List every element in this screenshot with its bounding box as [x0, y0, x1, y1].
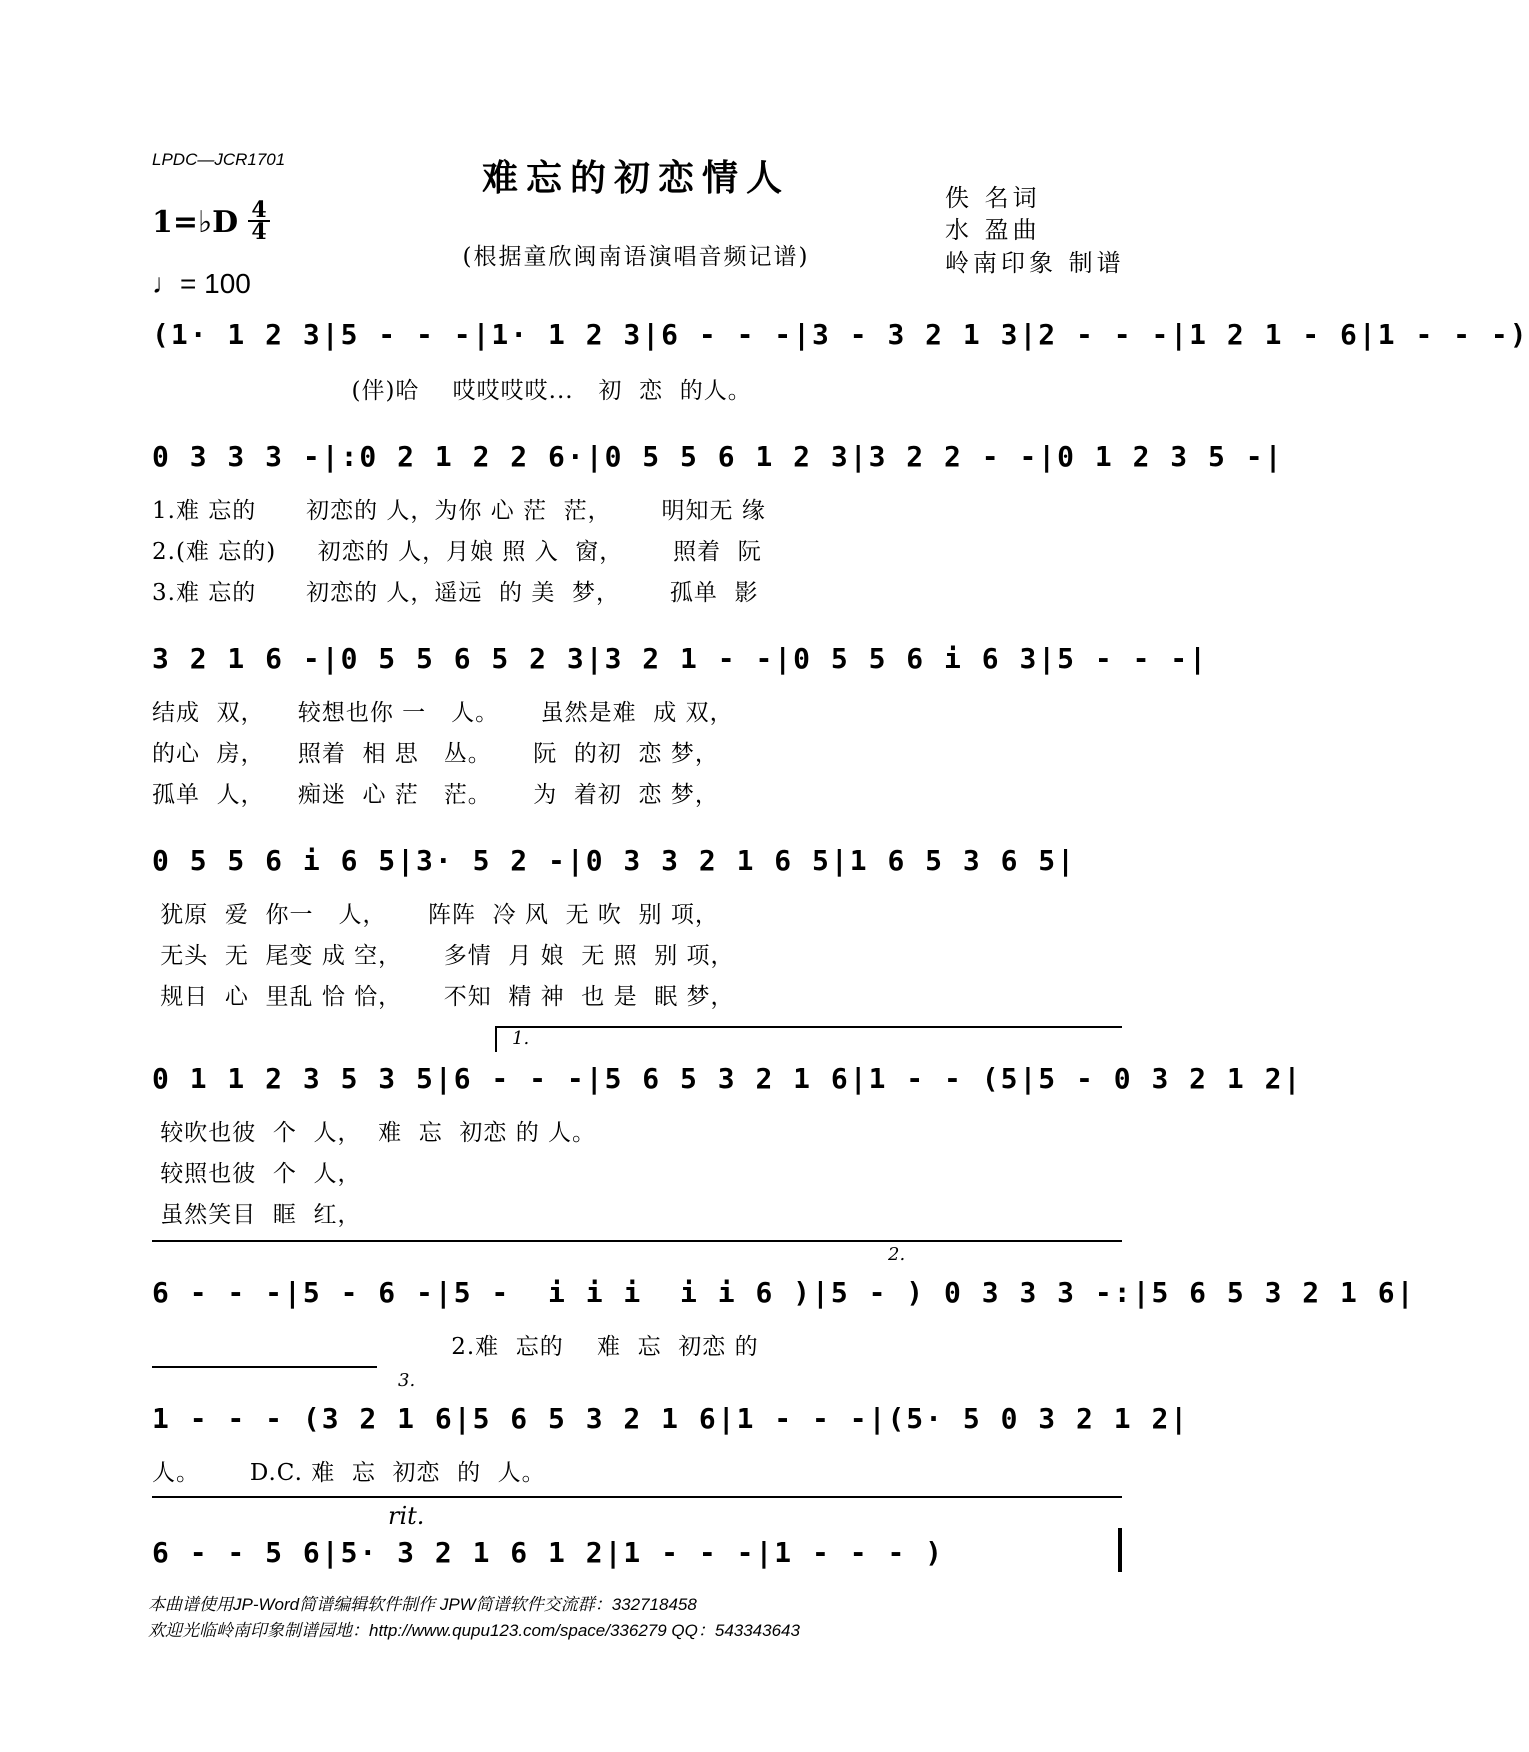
system-3-lyric-2: 的心 房， 照着 相 思 丛。 阮 的初 恋 梦，	[152, 741, 719, 767]
system-8-notes: 6 - - 5 6|5· 3 2 1 6 1 2|1 - - -|1 - - - )	[152, 1536, 945, 1569]
composer-credit: 水 盈曲	[945, 216, 1041, 244]
system-4-notes: 0 5 5 6 i 6 5|3· 5 2 -|0 3 3 2 1 6 5|1 6 5 3 6 5|	[152, 844, 1077, 877]
volta-1-hook	[495, 1026, 497, 1052]
time-signature-top: 4	[251, 197, 267, 223]
system-4-lyric-1: 犹原 爱 你一 人， 阵阵 冷 风 无 吹 别 项，	[152, 902, 719, 928]
system-5-lyric-1: 较吹也彼 个 人， 难 忘 初恋 的 人。	[152, 1120, 597, 1146]
system-6-lyric-1: 2.难 忘的 难 忘 初恋 的	[152, 1334, 759, 1360]
lyricist-credit: 佚 名词	[945, 184, 1041, 212]
footer-line-2: 欢迎光临岭南印象制谱园地：http://www.qupu123.com/space/336279 QQ：543343643	[148, 1621, 800, 1640]
system-4-lyric-3: 规日 心 里乱 恰 恰， 不知 精 神 也 是 眠 梦，	[152, 984, 735, 1010]
system-2-lyric-3: 3.难 忘的 初恋的 人，遥远 的 美 梦， 孤单 影	[152, 580, 759, 606]
ritardando-marking: rit.	[388, 1502, 425, 1530]
system-7-top-rule	[152, 1366, 377, 1368]
time-signature	[246, 197, 272, 245]
volta-3-label: 3.	[398, 1370, 416, 1391]
key-signature: 1=♭D	[152, 205, 239, 240]
song-title: 难忘的初恋情人	[481, 157, 790, 199]
system-8-top-rule	[152, 1496, 1122, 1498]
system-2-notes: 0 3 3 3 -|:0 2 1 2 2 6·|0 5 5 6 1 2 3|3 2 2 - -|0 1 2 3 5 -|	[152, 440, 1284, 473]
system-4-lyric-2: 无头 无 尾变 成 空， 多情 月 娘 无 照 别 项，	[152, 943, 735, 969]
system-3-lyric-1: 结成 双， 较想也你 一 人。 虽然是难 成 双，	[152, 700, 734, 726]
volta-1-label: 1.	[512, 1028, 530, 1049]
volta-1-bracket	[495, 1026, 1122, 1028]
system-1-lyric-1: (伴)哈 哎哎哎哎... 初 恋 的人。	[152, 378, 752, 404]
system-5-lyric-3: 虽然笑目 眶 红，	[152, 1202, 362, 1228]
system-5-lyric-2: 较照也彼 个 人，	[152, 1161, 362, 1187]
system-2-lyric-2: 2.(难 忘的) 初恋的 人，月娘 照 入 窗， 照着 阮	[152, 539, 762, 565]
system-3-notes: 3 2 1 6 -|0 5 5 6 5 2 3|3 2 1 - -|0 5 5 6 i 6 3|5 - - -|	[152, 642, 1209, 675]
system-3-lyric-3: 孤单 人， 痴迷 心 茫 茫。 为 着初 恋 梦，	[152, 782, 719, 808]
song-subtitle: (根据童欣闽南语演唱音频记谱)	[462, 244, 810, 270]
tempo-marking: ♩= 100	[152, 268, 251, 299]
system-7-notes: 1 - - - (3 2 1 6|5 6 5 3 2 1 6|1 - - -|(5· 5 0 3 2 1 2|	[152, 1402, 1190, 1435]
system-5-notes: 0 1 1 2 3 5 3 5|6 - - -|5 6 5 3 2 1 6|1 - - (5|5 - 0 3 2 1 2|	[152, 1062, 1303, 1095]
system-7-lyric-1: 人。 D.C. 难 忘 初恋 的 人。	[152, 1460, 546, 1486]
system-6-notes: 6 - - -|5 - 6 -|5 - i i i i i 6 )|5 - ) 0 3 3 3 -:|5 6 5 3 2 1 6|	[152, 1276, 1416, 1309]
score-code: LPDC—JCR1701	[152, 150, 286, 169]
system-6-top-rule	[152, 1240, 1122, 1242]
system-2-lyric-1: 1.难 忘的 初恋的 人，为你 心 茫 茫， 明知无 缘	[152, 498, 766, 524]
arranger-credit: 岭南印象 制谱	[945, 249, 1125, 277]
volta-2-label: 2.	[888, 1244, 906, 1265]
final-barline	[1118, 1528, 1122, 1572]
time-signature-bottom: 4	[251, 219, 267, 245]
system-1-notes: (1· 1 2 3|5 - - -|1· 1 2 3|6 - - -|3 - 3 2 1 3|2 - - -|1 2 1 - 6|1 - - -)	[152, 318, 1529, 351]
footer-line-1: 本曲谱使用JP-Word简谱编辑软件制作 JPW简谱软件交流群：332718458	[148, 1595, 697, 1614]
